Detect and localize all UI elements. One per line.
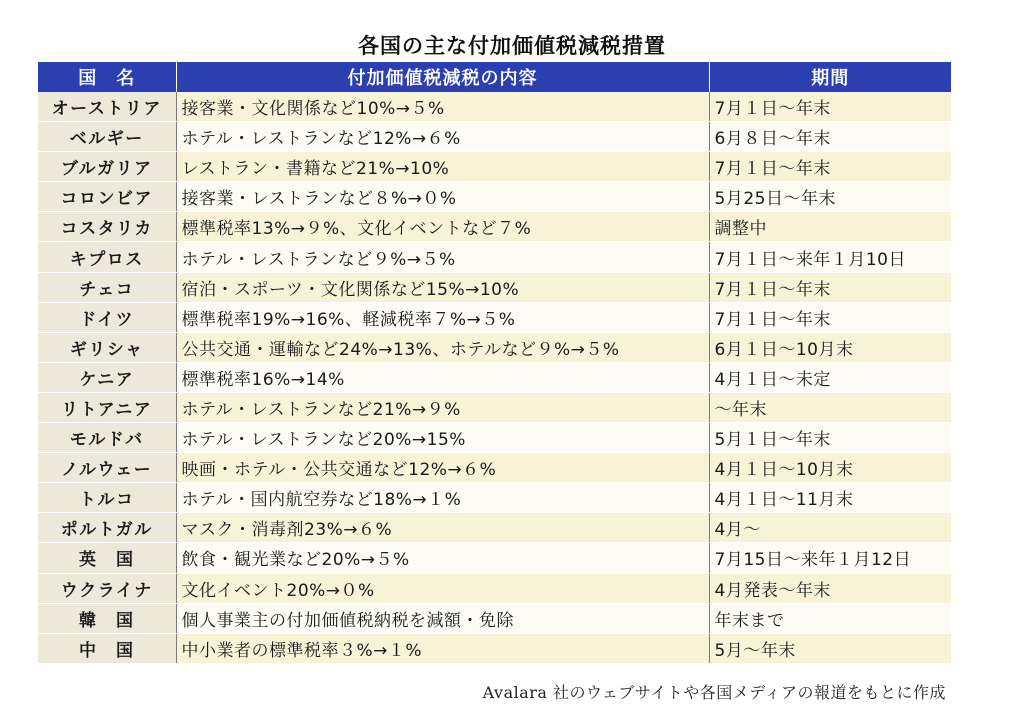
table-row bbox=[38, 242, 951, 272]
period-cell: 4月１日〜未定 bbox=[709, 362, 951, 392]
country-cell: コスタリカ bbox=[38, 212, 176, 242]
country-cell: ギリシャ bbox=[38, 332, 176, 362]
measure-cell: ホテル・レストランなど20%→15% bbox=[176, 423, 709, 453]
measure-cell: 宿泊・スポーツ・文化関係など15%→10% bbox=[176, 272, 709, 302]
country-cell: チェコ bbox=[38, 272, 176, 302]
country-cell: ウクライナ bbox=[38, 573, 176, 603]
page-title: 各国の主な付加価値税減税措置 bbox=[358, 34, 666, 58]
country-cell: キプロス bbox=[38, 242, 176, 272]
country-cell: モルドバ bbox=[38, 423, 176, 453]
country-cell: 英 国 bbox=[38, 543, 176, 573]
period-cell: 年末まで bbox=[709, 603, 951, 633]
period-cell: 〜年末 bbox=[709, 392, 951, 422]
measure-cell: 中小業者の標準税率３%→１% bbox=[176, 633, 709, 663]
period-cell: 5月〜年末 bbox=[709, 633, 951, 663]
table-header bbox=[38, 62, 951, 92]
measure-cell: 公共交通・運輸など24%→13%、ホテルなど９%→５% bbox=[176, 332, 709, 362]
country-cell: ベルギー bbox=[38, 122, 176, 152]
table-row bbox=[38, 152, 951, 182]
table-row bbox=[38, 603, 951, 633]
measure-cell: 接客業・レストランなど８%→０% bbox=[176, 182, 709, 212]
period-cell: 6月８日〜年末 bbox=[709, 122, 951, 152]
table-row bbox=[38, 453, 951, 483]
measure-cell: ホテル・国内航空券など18%→１% bbox=[176, 483, 709, 513]
table-row bbox=[38, 212, 951, 242]
country-cell: リトアニア bbox=[38, 392, 176, 422]
table-header-row bbox=[38, 62, 951, 92]
measure-cell: 標準税率13%→９%、文化イベントなど７% bbox=[176, 212, 709, 242]
country-cell: ノルウェー bbox=[38, 453, 176, 483]
table-row bbox=[38, 423, 951, 453]
period-cell: 4月発表〜年末 bbox=[709, 573, 951, 603]
column-header-period: 期間 bbox=[709, 62, 951, 92]
table-row bbox=[38, 302, 951, 332]
measure-cell: マスク・消毒剤23%→６% bbox=[176, 513, 709, 543]
country-cell: 中 国 bbox=[38, 633, 176, 663]
table-row bbox=[38, 182, 951, 212]
measure-cell: ホテル・レストランなど21%→９% bbox=[176, 392, 709, 422]
measure-cell: ホテル・レストランなど９%→５% bbox=[176, 242, 709, 272]
period-cell: 7月１日〜年末 bbox=[709, 302, 951, 332]
vat-measures-table bbox=[38, 62, 951, 664]
measure-cell: 文化イベント20%→０% bbox=[176, 573, 709, 603]
period-cell: 調整中 bbox=[709, 212, 951, 242]
table-row bbox=[38, 272, 951, 302]
period-cell: 4月１日〜11月末 bbox=[709, 483, 951, 513]
country-cell: ケニア bbox=[38, 362, 176, 392]
period-cell: 4月１日〜10月末 bbox=[709, 453, 951, 483]
period-cell: 5月25日〜年末 bbox=[709, 182, 951, 212]
column-header-measure: 付加価値税減税の内容 bbox=[176, 62, 709, 92]
country-cell: ブルガリア bbox=[38, 152, 176, 182]
country-cell: 韓 国 bbox=[38, 603, 176, 633]
measure-cell: レストラン・書籍など21%→10% bbox=[176, 152, 709, 182]
table-row bbox=[38, 122, 951, 152]
country-cell: ポルトガル bbox=[38, 513, 176, 543]
period-cell: 7月１日〜来年１月10日 bbox=[709, 242, 951, 272]
measure-cell: 接客業・文化関係など10%→５% bbox=[176, 92, 709, 122]
table-row bbox=[38, 392, 951, 422]
country-cell: ドイツ bbox=[38, 302, 176, 332]
country-cell: オーストリア bbox=[38, 92, 176, 122]
source-note: Avalara 社のウェブサイトや各国メディアの報道をもとに作成 bbox=[482, 683, 946, 702]
table-row bbox=[38, 543, 951, 573]
table-row bbox=[38, 362, 951, 392]
table-row bbox=[38, 92, 951, 122]
measure-cell: 標準税率19%→16%、軽減税率７%→５% bbox=[176, 302, 709, 332]
period-cell: 7月１日〜年末 bbox=[709, 152, 951, 182]
measure-cell: 映画・ホテル・公共交通など12%→６% bbox=[176, 453, 709, 483]
period-cell: 4月〜 bbox=[709, 513, 951, 543]
table-row bbox=[38, 483, 951, 513]
measure-cell: 飲食・観光業など20%→５% bbox=[176, 543, 709, 573]
period-cell: 5月１日〜年末 bbox=[709, 423, 951, 453]
period-cell: 7月１日〜年末 bbox=[709, 92, 951, 122]
table-row bbox=[38, 513, 951, 543]
measure-cell: 個人事業主の付加価値税納税を減額・免除 bbox=[176, 603, 709, 633]
table-body bbox=[38, 92, 951, 663]
table-row bbox=[38, 332, 951, 362]
table-row bbox=[38, 573, 951, 603]
period-cell: 7月１日〜年末 bbox=[709, 272, 951, 302]
column-header-country: 国 名 bbox=[38, 62, 176, 92]
period-cell: 7月15日〜来年１月12日 bbox=[709, 543, 951, 573]
table-row bbox=[38, 633, 951, 663]
measure-cell: ホテル・レストランなど12%→６% bbox=[176, 122, 709, 152]
period-cell: 6月１日〜10月末 bbox=[709, 332, 951, 362]
country-cell: コロンビア bbox=[38, 182, 176, 212]
measure-cell: 標準税率16%→14% bbox=[176, 362, 709, 392]
country-cell: トルコ bbox=[38, 483, 176, 513]
